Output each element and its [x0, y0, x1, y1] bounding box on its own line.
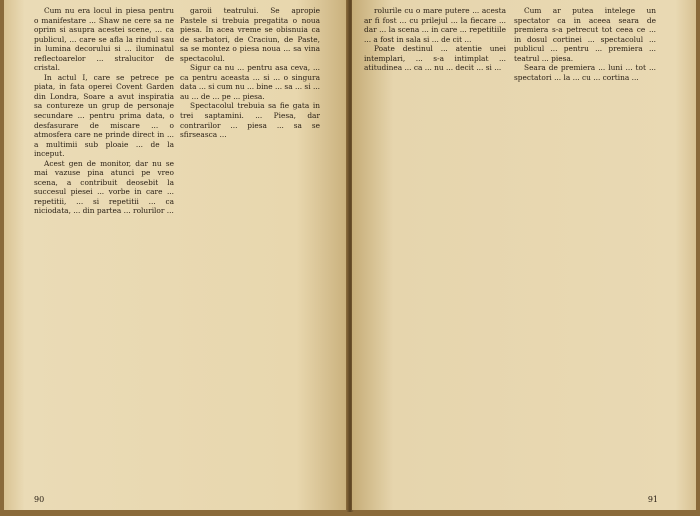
paragraph: Sigur ca nu ... pentru asa ceva, ... ca pentru aceasta ... si ... o singura data ... si cum nu ... bine ... sa ... si ... au ... de ... pe ... piesa.: [180, 63, 320, 101]
right-page: [352, 0, 696, 510]
open-book: [4, 0, 696, 516]
left-column-1: [34, 6, 174, 490]
paragraph: Spectacolul trebuia sa fie gata in trei saptamini. ... Piesa, dar contrarilor ... piesa ... sa se sfirseasca ...: [180, 101, 320, 140]
page-number-left: 90: [34, 495, 45, 504]
right-column-2: [514, 6, 656, 490]
paragraph: garoii teatrului. Se apropie Pastele si trebuia pregatita o noua piesa. In acea vreme se obisnuia ca de sarbatori, de Craciun, de Paste, sa se montez o piesa noua ... sa vina spectacolul.: [180, 6, 320, 63]
paragraph: Cum ar putea intelege un spectator ca in aceea seara de premiera s-a petrecut tot ceea ce ... in dosul cortinei ... spectacolul ... publicul ... pentru ... premiera ... teatrul ... piesa.: [514, 6, 656, 63]
left-page-text: [4, 6, 348, 490]
right-column-1: [364, 6, 506, 490]
paragraph: Seara de premiera ... luni ... tot ... spectatori ... la ... cu ... cortina ...: [514, 63, 656, 82]
paragraph: rolurile cu o mare putere ... acesta ar fi fost ... cu prilejul ... la fiecare ... dar ... la scena ... in care ... repetitiile ... a fost in sala si ... de cit ...: [364, 6, 506, 44]
paragraph: Acest gen de monitor, dar nu se mai vazuse pina atunci pe vreo scena, a contribuit deosebit la succesul piesei ... vorbe in care ... repetitii, ... si repetitii ... ca niciodata, ... din partea ... rolurilor ...: [34, 158, 174, 216]
right-page-text: [352, 6, 696, 490]
left-column-2: [180, 6, 320, 490]
page-number-right: 91: [647, 495, 658, 504]
left-page: [4, 0, 348, 510]
paragraph: Poate destinul ... atentie unei intemplari, ... s-a intimplat ... atitudinea ... ca ... nu ... decit ... si ...: [364, 44, 506, 73]
paragraph: Cum nu era locul in piesa pentru o manifestare ... Shaw ne cere sa ne oprim si asupra acestei scene, ... ca publicul, ... care se afla la rindul sau in lumina decorului si ... iluminatul reflectoarelor ... stralucitor de cristal.: [34, 6, 174, 73]
paragraph: In actul I, care se petrece pe piata, in fata operei Covent Garden din Londra, Soare a avut inspiratia sa contureze un grup de personaje secundare ... pentru prima data, o desfasurare de miscare ... o atmosfera care ne prinde direct in ... a multimii sub ploaie ... de la inceput.: [34, 72, 174, 159]
